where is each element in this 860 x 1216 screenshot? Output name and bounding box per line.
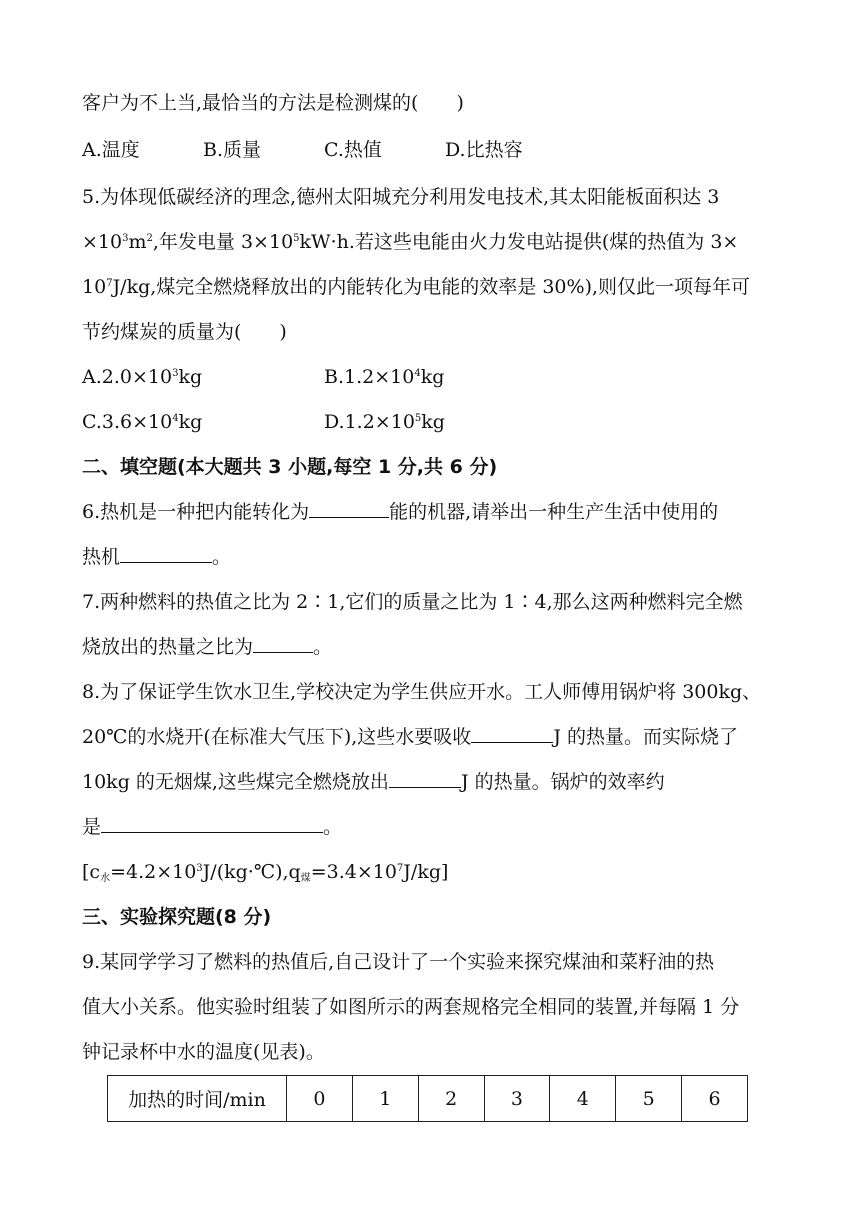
table-cell: 1 xyxy=(352,1076,418,1122)
q5-option-a: $A.2.0\times 10^3kg$ xyxy=(82,366,203,388)
q4-option-c: C.热值 xyxy=(324,139,382,161)
q4-option-a: A.温度 xyxy=(82,139,140,161)
table-header-cell: 加热的时间/min xyxy=(108,1076,287,1122)
q8-blank-2 xyxy=(389,767,461,788)
q6-blank-1 xyxy=(309,497,389,518)
q6-line-2: 热机 。 xyxy=(82,542,231,572)
q5-line-2: $\times 10^3m^2$,年发电量 $3\times 10^5kW\cdot h$.若这些电能由火力发电站提供(煤的热值为 3× xyxy=(82,231,739,253)
q7-line-2: 烧放出的热量之比为 。 xyxy=(82,632,332,662)
q4-stem: 客户为不上当,最恰当的方法是检测煤的( ) xyxy=(82,92,464,114)
q8-line-1: 8.为了保证学生饮水卫生,学校决定为学生供应开水。工人师傅用锅炉将 300kg、 xyxy=(82,681,762,703)
q5-option-c: $C.3.6\times 10^4kg$ xyxy=(82,411,203,433)
q8-line-4: 是 。 xyxy=(82,812,342,842)
q8-blank-3 xyxy=(101,812,323,833)
q5-line-3: $10^7J/kg$,煤完全燃烧释放出的内能转化为电能的效率是 30%),则仅此一项每年可 xyxy=(82,276,751,298)
q5-option-d: $D.1.2\times 10^5kg$ xyxy=(324,411,445,433)
q9-line-3: 钟记录杯中水的温度(见表)。 xyxy=(82,1041,325,1063)
q5-line-1: 5.为体现低碳经济的理念,德州太阳城充分利用发电技术,其太阳能板面积达 3 xyxy=(82,186,720,208)
table-row xyxy=(108,1076,748,1122)
q8-blank-1 xyxy=(471,722,553,743)
q8-line-3: 10kg 的无烟煤,这些煤完全燃烧放出 J 的热量。锅炉的效率约 xyxy=(82,767,665,797)
q6-blank-2 xyxy=(120,542,212,563)
table-cell: 5 xyxy=(616,1076,682,1122)
q6-line-1: 6.热机是一种把内能转化为 能的机器,请举出一种生产生活中使用的 xyxy=(82,497,718,527)
section-3-heading: 三、实验探究题(8 分) xyxy=(82,906,272,928)
q9-line-1: 9.某同学学习了燃料的热值后,自己设计了一个实验来探究煤油和菜籽油的热 xyxy=(82,951,715,973)
q8-line-2: 20℃的水烧开(在标准大气压下),这些水要吸收 J 的热量。而实际烧了 xyxy=(82,722,738,752)
q9-line-2: 值大小关系。他实验时组装了如图所示的两套规格完全相同的装置,并每隔 1 分 xyxy=(82,996,740,1018)
section-2-heading: 二、填空题(本大题共 3 小题,每空 1 分,共 6 分) xyxy=(82,456,498,478)
heating-time-table xyxy=(107,1075,748,1122)
table-cell: 0 xyxy=(287,1076,353,1122)
q8-constants: $[c_水=4.2\times 10^3J/(kg\cdot℃),q_煤=3.4\times 10^7J/kg]$ xyxy=(82,861,449,884)
table-cell: 2 xyxy=(418,1076,484,1122)
table-cell: 6 xyxy=(682,1076,748,1122)
q4-option-b: B.质量 xyxy=(203,139,262,161)
table-cell: 4 xyxy=(550,1076,616,1122)
table-cell: 3 xyxy=(484,1076,550,1122)
q7-blank xyxy=(253,632,313,653)
q5-option-b: $B.1.2\times 10^4kg$ xyxy=(324,366,445,388)
q4-option-d: D.比热容 xyxy=(445,139,523,161)
q5-line-4: 节约煤炭的质量为( ) xyxy=(82,321,287,343)
q7-line-1: 7.两种燃料的热值之比为 2∶1,它们的质量之比为 1∶4,那么这两种燃料完全燃 xyxy=(82,591,743,613)
